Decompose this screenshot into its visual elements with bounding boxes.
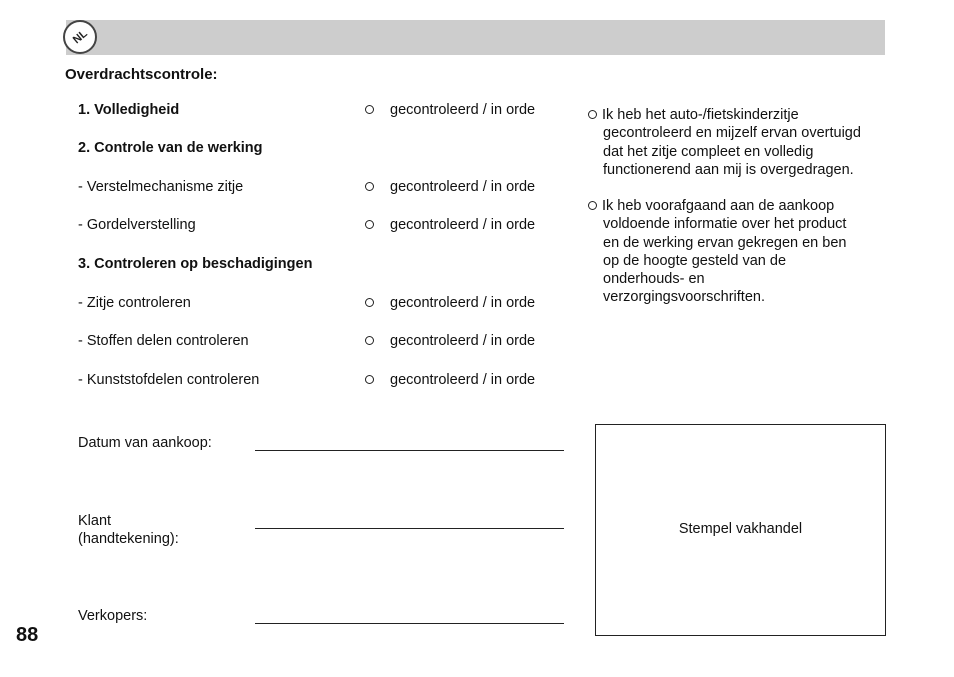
- checklist-status-seat: gecontroleerd / in orde: [390, 295, 536, 311]
- checkbox-belt-adjustment-icon[interactable]: [365, 220, 374, 229]
- checklist-status-completeness: gecontroleerd / in orde: [390, 102, 536, 118]
- checkbox-adjustment-mechanism-icon[interactable]: [365, 182, 374, 191]
- declaration-handover-line: gecontroleerd en mijzelf ervan overtuigd: [603, 125, 861, 142]
- checklist-status-belt-adjustment: gecontroleerd / in orde: [390, 217, 536, 233]
- checklist-label-adjustment-mechanism: - Verstelmechanisme zitje: [78, 179, 244, 195]
- dealer-stamp-label: Stempel vakhandel: [678, 521, 803, 537]
- declaration-information-line: Ik heb voorafgaand aan de aankoop: [602, 198, 835, 214]
- checkbox-seat-icon[interactable]: [365, 298, 374, 307]
- header-bar: [66, 20, 885, 55]
- checkbox-completeness-icon[interactable]: [365, 105, 374, 114]
- checklist-label-seat: - Zitje controleren: [78, 295, 191, 311]
- declaration-handover-line: Ik heb het auto-/fietskinderzitje: [602, 107, 799, 123]
- checklist-status-plastic-parts: gecontroleerd / in orde: [390, 372, 536, 388]
- checklist-label-belt-adjustment: - Gordelverstelling: [78, 217, 196, 233]
- sellers-label: Verkopers:: [78, 608, 148, 624]
- declaration-information-line: voldoende informatie over het product: [603, 216, 847, 233]
- checklist-label-function-check: 2. Controle van de werking: [78, 140, 263, 156]
- checklist-label-damage-check: 3. Controleren op beschadigingen: [78, 256, 313, 272]
- purchase-date-label: Datum van aankoop:: [78, 435, 212, 451]
- customer-signature-field[interactable]: [255, 514, 564, 529]
- checkbox-declaration-handover-icon[interactable]: [588, 110, 597, 119]
- checkbox-fabric-parts-icon[interactable]: [365, 336, 374, 345]
- customer-signature-label: (handtekening):: [78, 531, 179, 547]
- checkbox-plastic-parts-icon[interactable]: [365, 375, 374, 384]
- checklist-status-adjustment-mechanism: gecontroleerd / in orde: [390, 179, 536, 195]
- checklist-label-plastic-parts: - Kunststofdelen controleren: [78, 372, 260, 388]
- declaration-information-line: en de werking ervan gekregen en ben: [603, 234, 847, 251]
- declaration-information-line: onderhouds- en: [603, 271, 705, 288]
- language-badge: [63, 20, 97, 54]
- page-number: 88: [16, 624, 39, 646]
- section-title: Overdrachtscontrole:: [65, 66, 218, 83]
- language-badge-label: NL: [70, 27, 90, 47]
- declaration-information: [588, 197, 888, 307]
- checkbox-declaration-information-icon[interactable]: [588, 201, 597, 210]
- declaration-information-line: op de hoogte gesteld van de: [603, 252, 787, 269]
- customer-label: Klant: [78, 513, 112, 529]
- checklist-label-fabric-parts: - Stoffen delen controleren: [78, 333, 249, 349]
- sellers-field[interactable]: [255, 609, 564, 624]
- declaration-information-line: verzorgingsvoorschriften.: [603, 289, 765, 306]
- purchase-date-field[interactable]: [255, 436, 564, 451]
- declaration-handover-line: functionerend aan mij is overgedragen.: [603, 161, 854, 178]
- checklist-status-fabric-parts: gecontroleerd / in orde: [390, 333, 536, 349]
- declaration-handover: [588, 106, 888, 179]
- declaration-handover-line: dat het zitje compleet en volledig: [603, 143, 814, 160]
- checklist-label-completeness: 1. Volledigheid: [78, 102, 180, 118]
